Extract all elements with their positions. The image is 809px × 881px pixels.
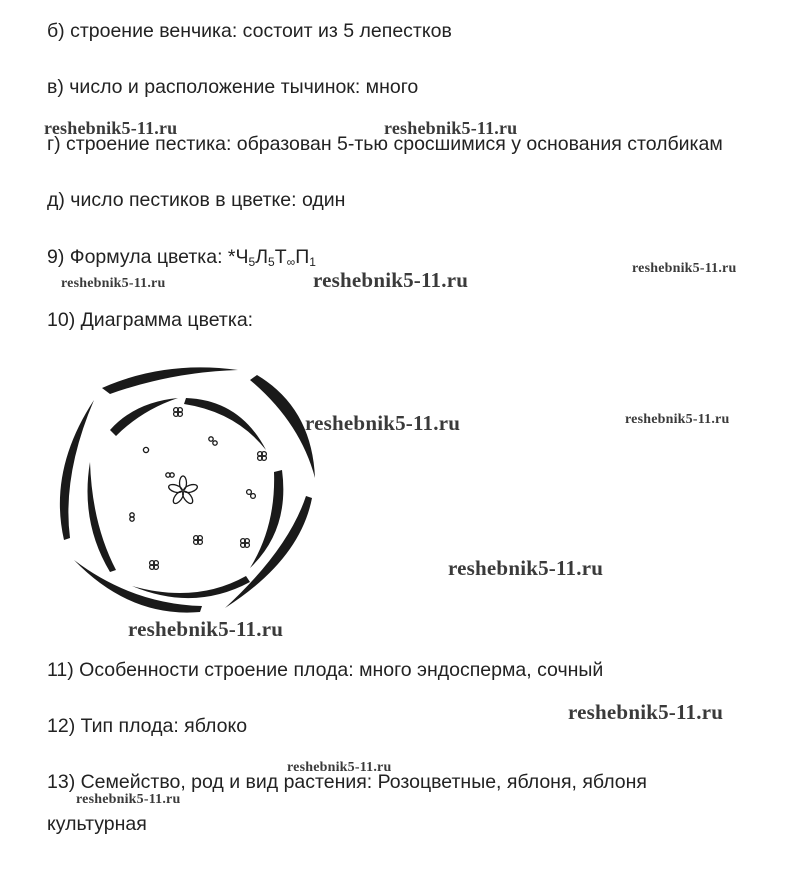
stamen-symbol xyxy=(258,452,267,461)
corolla-petal xyxy=(110,398,178,436)
watermark: reshebnik5-11.ru xyxy=(76,792,181,807)
stamen-symbol xyxy=(247,490,256,499)
calyx-sepal xyxy=(74,560,202,613)
watermark: reshebnik5-11.ru xyxy=(128,617,284,641)
watermark: reshebnik5-11.ru xyxy=(305,411,461,435)
line-corolla-structure: б) строение венчика: состоит из 5 лепестков xyxy=(47,20,452,42)
stamen-symbol xyxy=(143,447,148,452)
stamen-symbol xyxy=(194,536,203,545)
watermark: reshebnik5-11.ru xyxy=(384,118,518,138)
formula-pistil: П xyxy=(295,246,310,268)
watermark: reshebnik5-11.ru xyxy=(632,261,737,276)
line-flower-formula xyxy=(47,248,316,268)
formula-corolla-count: 5 xyxy=(268,255,275,269)
watermark: reshebnik5-11.ru xyxy=(568,700,724,724)
watermark: reshebnik5-11.ru xyxy=(625,412,730,427)
stamen-symbol xyxy=(209,437,217,445)
line-family-genus-species-cont: культурная xyxy=(47,813,147,835)
line-family-genus-species: 13) Семейство, род и вид растения: Розоцветные, яблоня, яблоня xyxy=(47,771,647,793)
formula-label: 9) Формула цветка: * xyxy=(47,246,236,268)
formula-stamens-count: ∞ xyxy=(286,255,296,269)
formula-corolla: Л xyxy=(255,246,269,268)
watermark: reshebnik5-11.ru xyxy=(61,276,166,291)
corolla-petal xyxy=(88,462,117,572)
stamen-symbol xyxy=(174,408,183,417)
watermark: reshebnik5-11.ru xyxy=(313,268,469,292)
calyx-sepal xyxy=(102,367,238,394)
formula-stamens: Т xyxy=(274,246,287,268)
formula-pistil-count: 1 xyxy=(309,255,316,269)
stamen-symbol xyxy=(241,539,250,548)
corolla-petal xyxy=(184,398,266,450)
stamen-symbol xyxy=(130,513,134,521)
line-pistil-count: д) число пестиков в цветке: один xyxy=(47,189,346,211)
pistil-symbol xyxy=(168,476,199,505)
line-diagram-heading: 10) Диаграмма цветка: xyxy=(47,309,254,331)
line-fruit-type: 12) Тип плода: яблоко xyxy=(47,715,248,737)
flower-diagram xyxy=(50,360,330,622)
corolla-petal xyxy=(132,576,250,598)
line-stamens: в) число и расположение тычинок: много xyxy=(47,76,419,98)
line-fruit-features: 11) Особенности строение плода: много эндосперма, сочный xyxy=(47,659,604,681)
watermark: reshebnik5-11.ru xyxy=(44,118,178,138)
formula-calyx: Ч xyxy=(235,246,249,268)
formula-calyx-count: 5 xyxy=(248,255,256,269)
line-pistil-structure: г) строение пестика: образован 5-тью сросшимися у основания столбикам xyxy=(47,133,723,155)
watermark: reshebnik5-11.ru xyxy=(448,556,604,580)
stamen-symbol xyxy=(150,561,159,570)
watermark: reshebnik5-11.ru xyxy=(287,760,392,775)
stamen-symbol xyxy=(166,473,174,477)
calyx-sepal xyxy=(225,496,312,608)
